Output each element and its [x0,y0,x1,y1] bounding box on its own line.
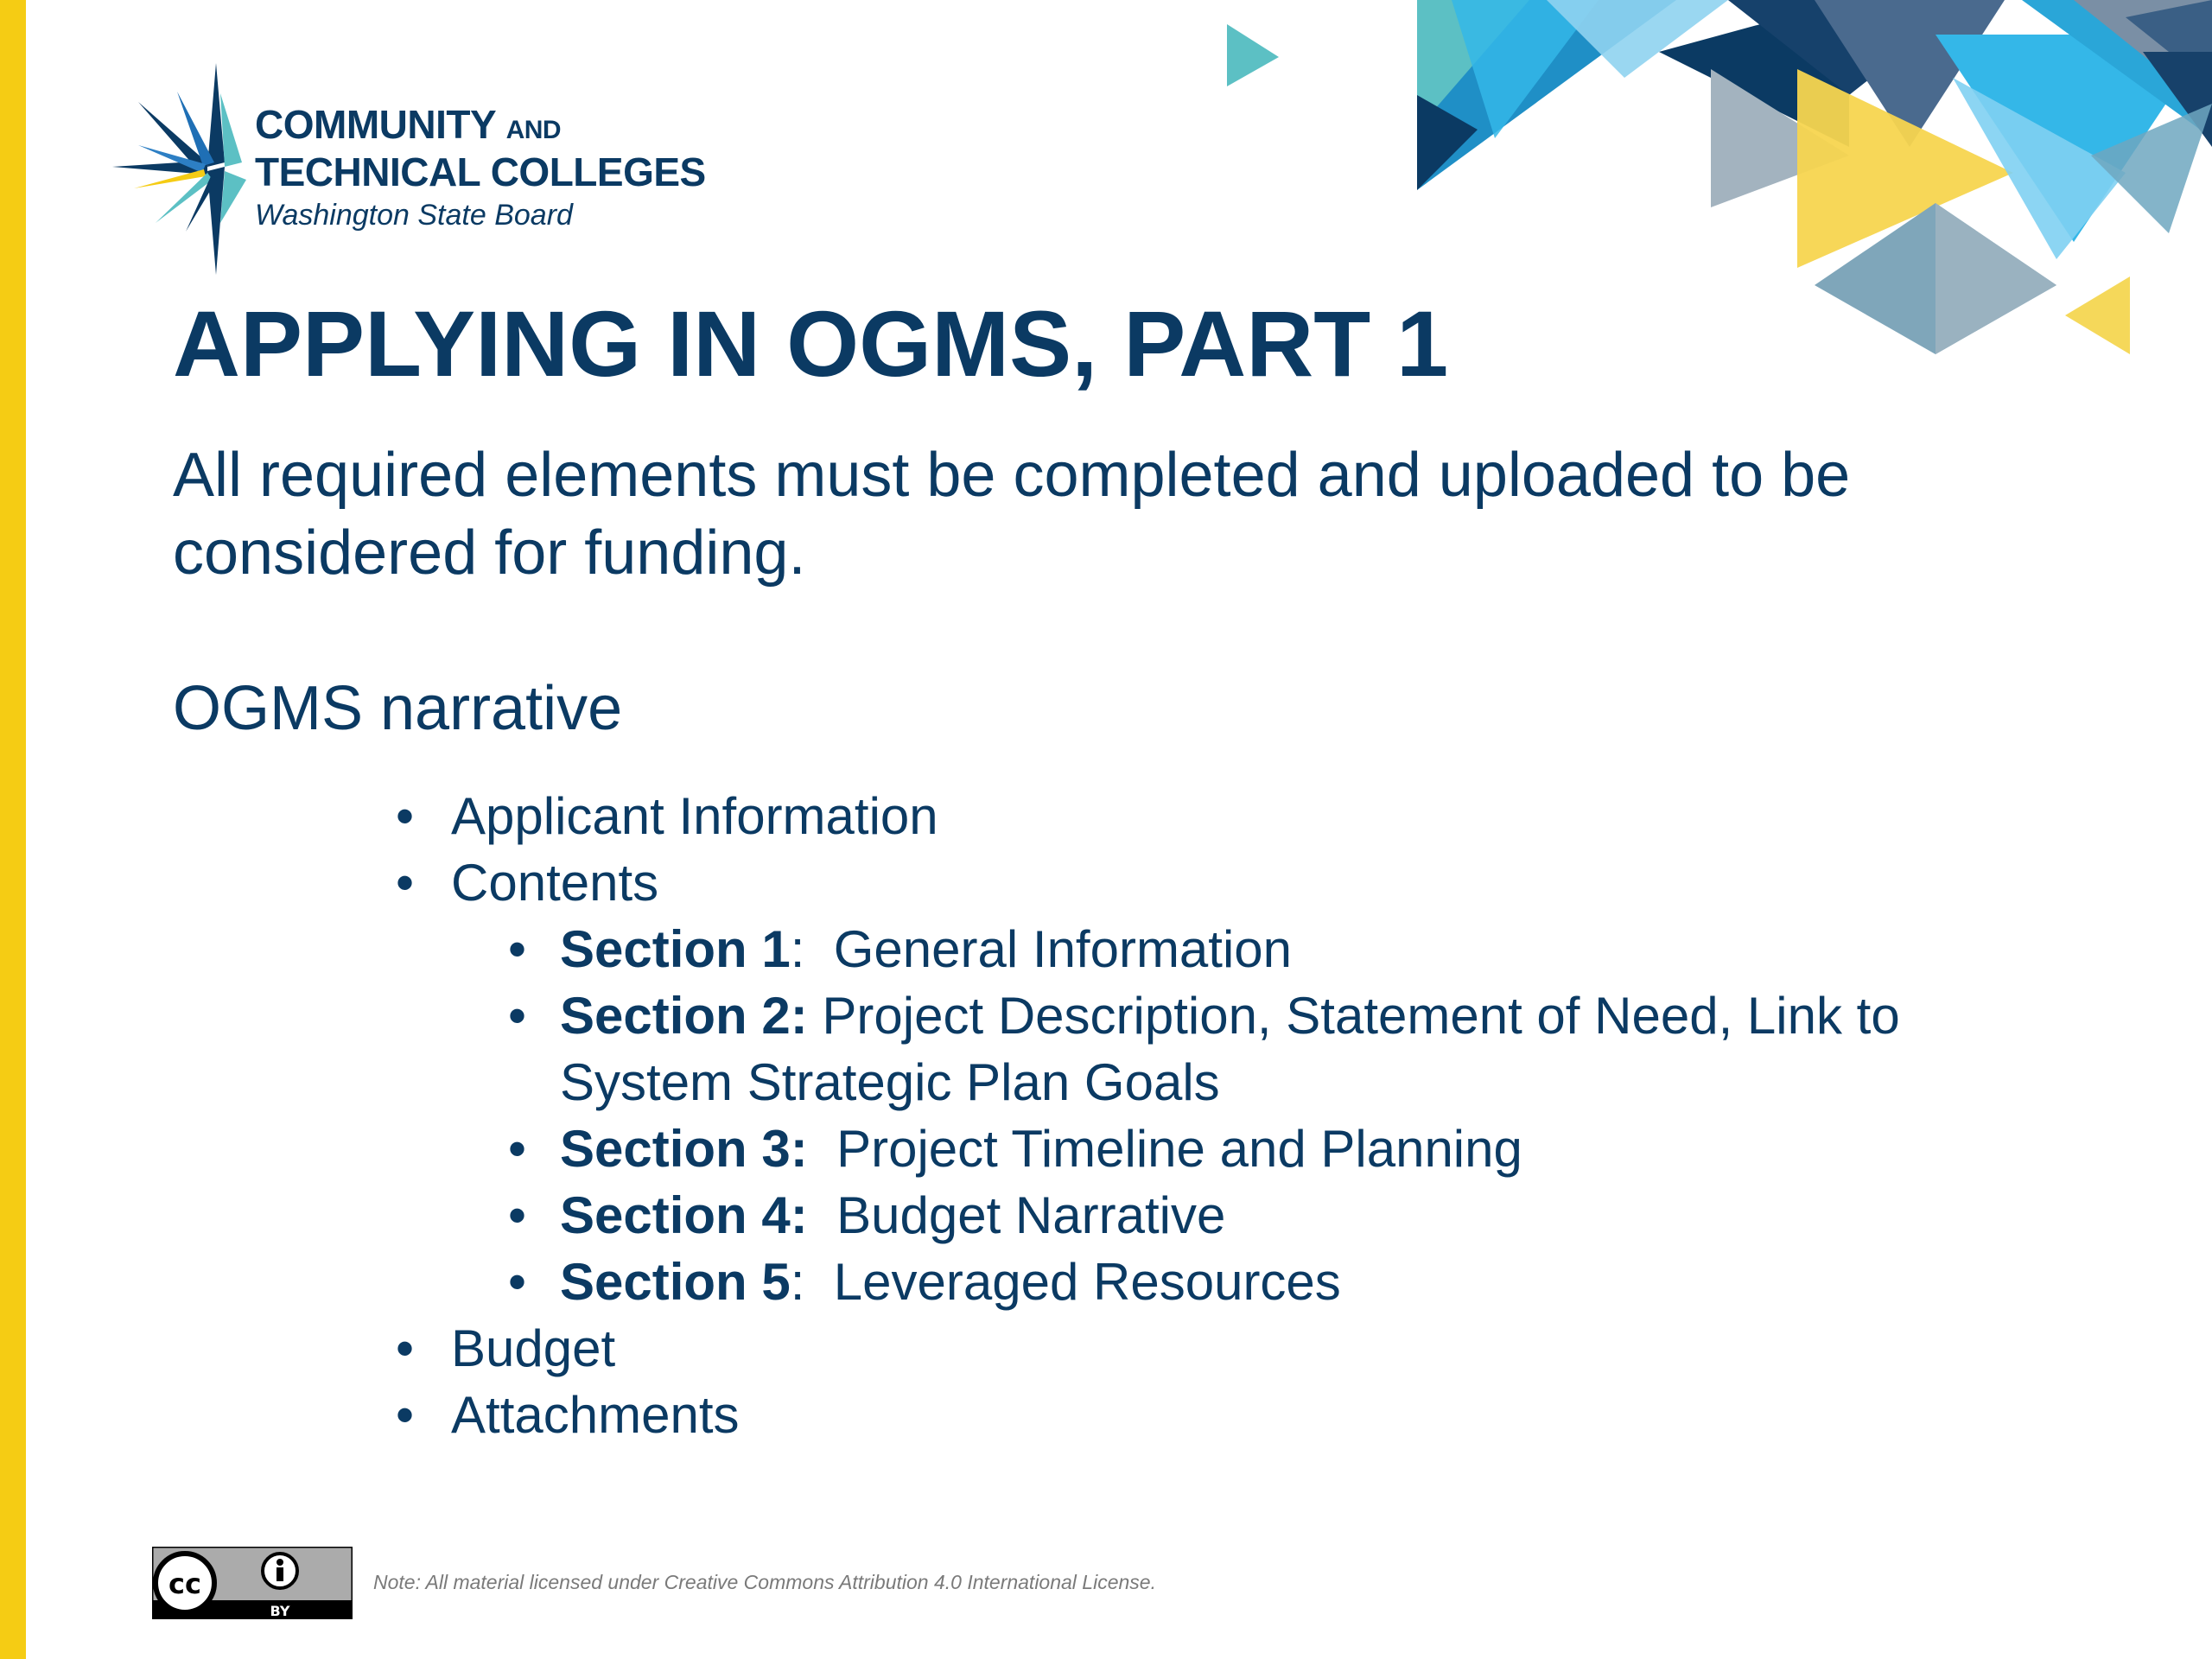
logo-line-washington: Washington State Board [255,199,573,232]
list-item-applicant: • Applicant Information [0,783,2212,849]
bullet-icon: • [396,1386,415,1444]
list-item-budget: • Budget [0,1315,2212,1382]
license-note: Note: All material licensed under Creative Commons Attribution 4.0 International License. [373,1571,1156,1593]
logo-line-technical-colleges: TECHNICAL COLLEGES [255,149,706,194]
list-item-section-3 [0,1116,2212,1182]
narrative-heading: OGMS narrative [173,674,623,743]
logo-line-community: COMMUNITY AND [255,102,562,147]
bullet-icon: • [396,787,415,845]
section-label: Section 4: [560,1186,808,1244]
bullet-icon: • [396,854,415,912]
slide-title: APPLYING IN OGMS, PART 1 [173,291,1449,396]
bullet-icon: • [508,987,527,1045]
creative-commons-by-badge [152,1547,353,1619]
bullet-icon: • [396,1319,415,1377]
section-text: General Information [833,920,1293,978]
logo-wordmark [255,104,706,238]
cc-by-label: BY [270,1603,290,1619]
list-item-section-5: • Section 5: Leveraged Resources [0,1249,2212,1315]
section-text: Leveraged Resources [833,1253,1341,1311]
bullet-icon: • [508,1186,527,1244]
section-text: Project Timeline and Planning [836,1120,1522,1178]
bullet-icon: • [508,1253,527,1311]
section-text: Project Description, Statement of Need, Link to System Strategic Plan Goals [560,987,1900,1111]
cc-symbol-text: cc [168,1567,201,1600]
list-item-contents: • Contents [0,849,2212,916]
section-label: Section 2: [560,987,808,1045]
requirements-list [0,783,2212,1448]
intro-paragraph: All required elements must be completed and uploaded to be considered for funding. [173,441,1851,588]
list-item-section-2 [0,982,2029,1116]
list-item-section-1: • Section 1: General Information [0,916,2212,982]
bullet-icon: • [508,1120,527,1178]
bullet-icon: • [508,920,527,978]
section-label: Section 5 [560,1253,791,1311]
logo-word-and: AND [505,116,562,144]
list-item-section-4 [0,1182,2212,1249]
section-text: Budget Narrative [836,1186,1226,1244]
section-label: Section 3: [560,1120,808,1178]
list-item-attachments: • Attachments [0,1382,2212,1448]
section-label: Section 1 [560,920,791,978]
